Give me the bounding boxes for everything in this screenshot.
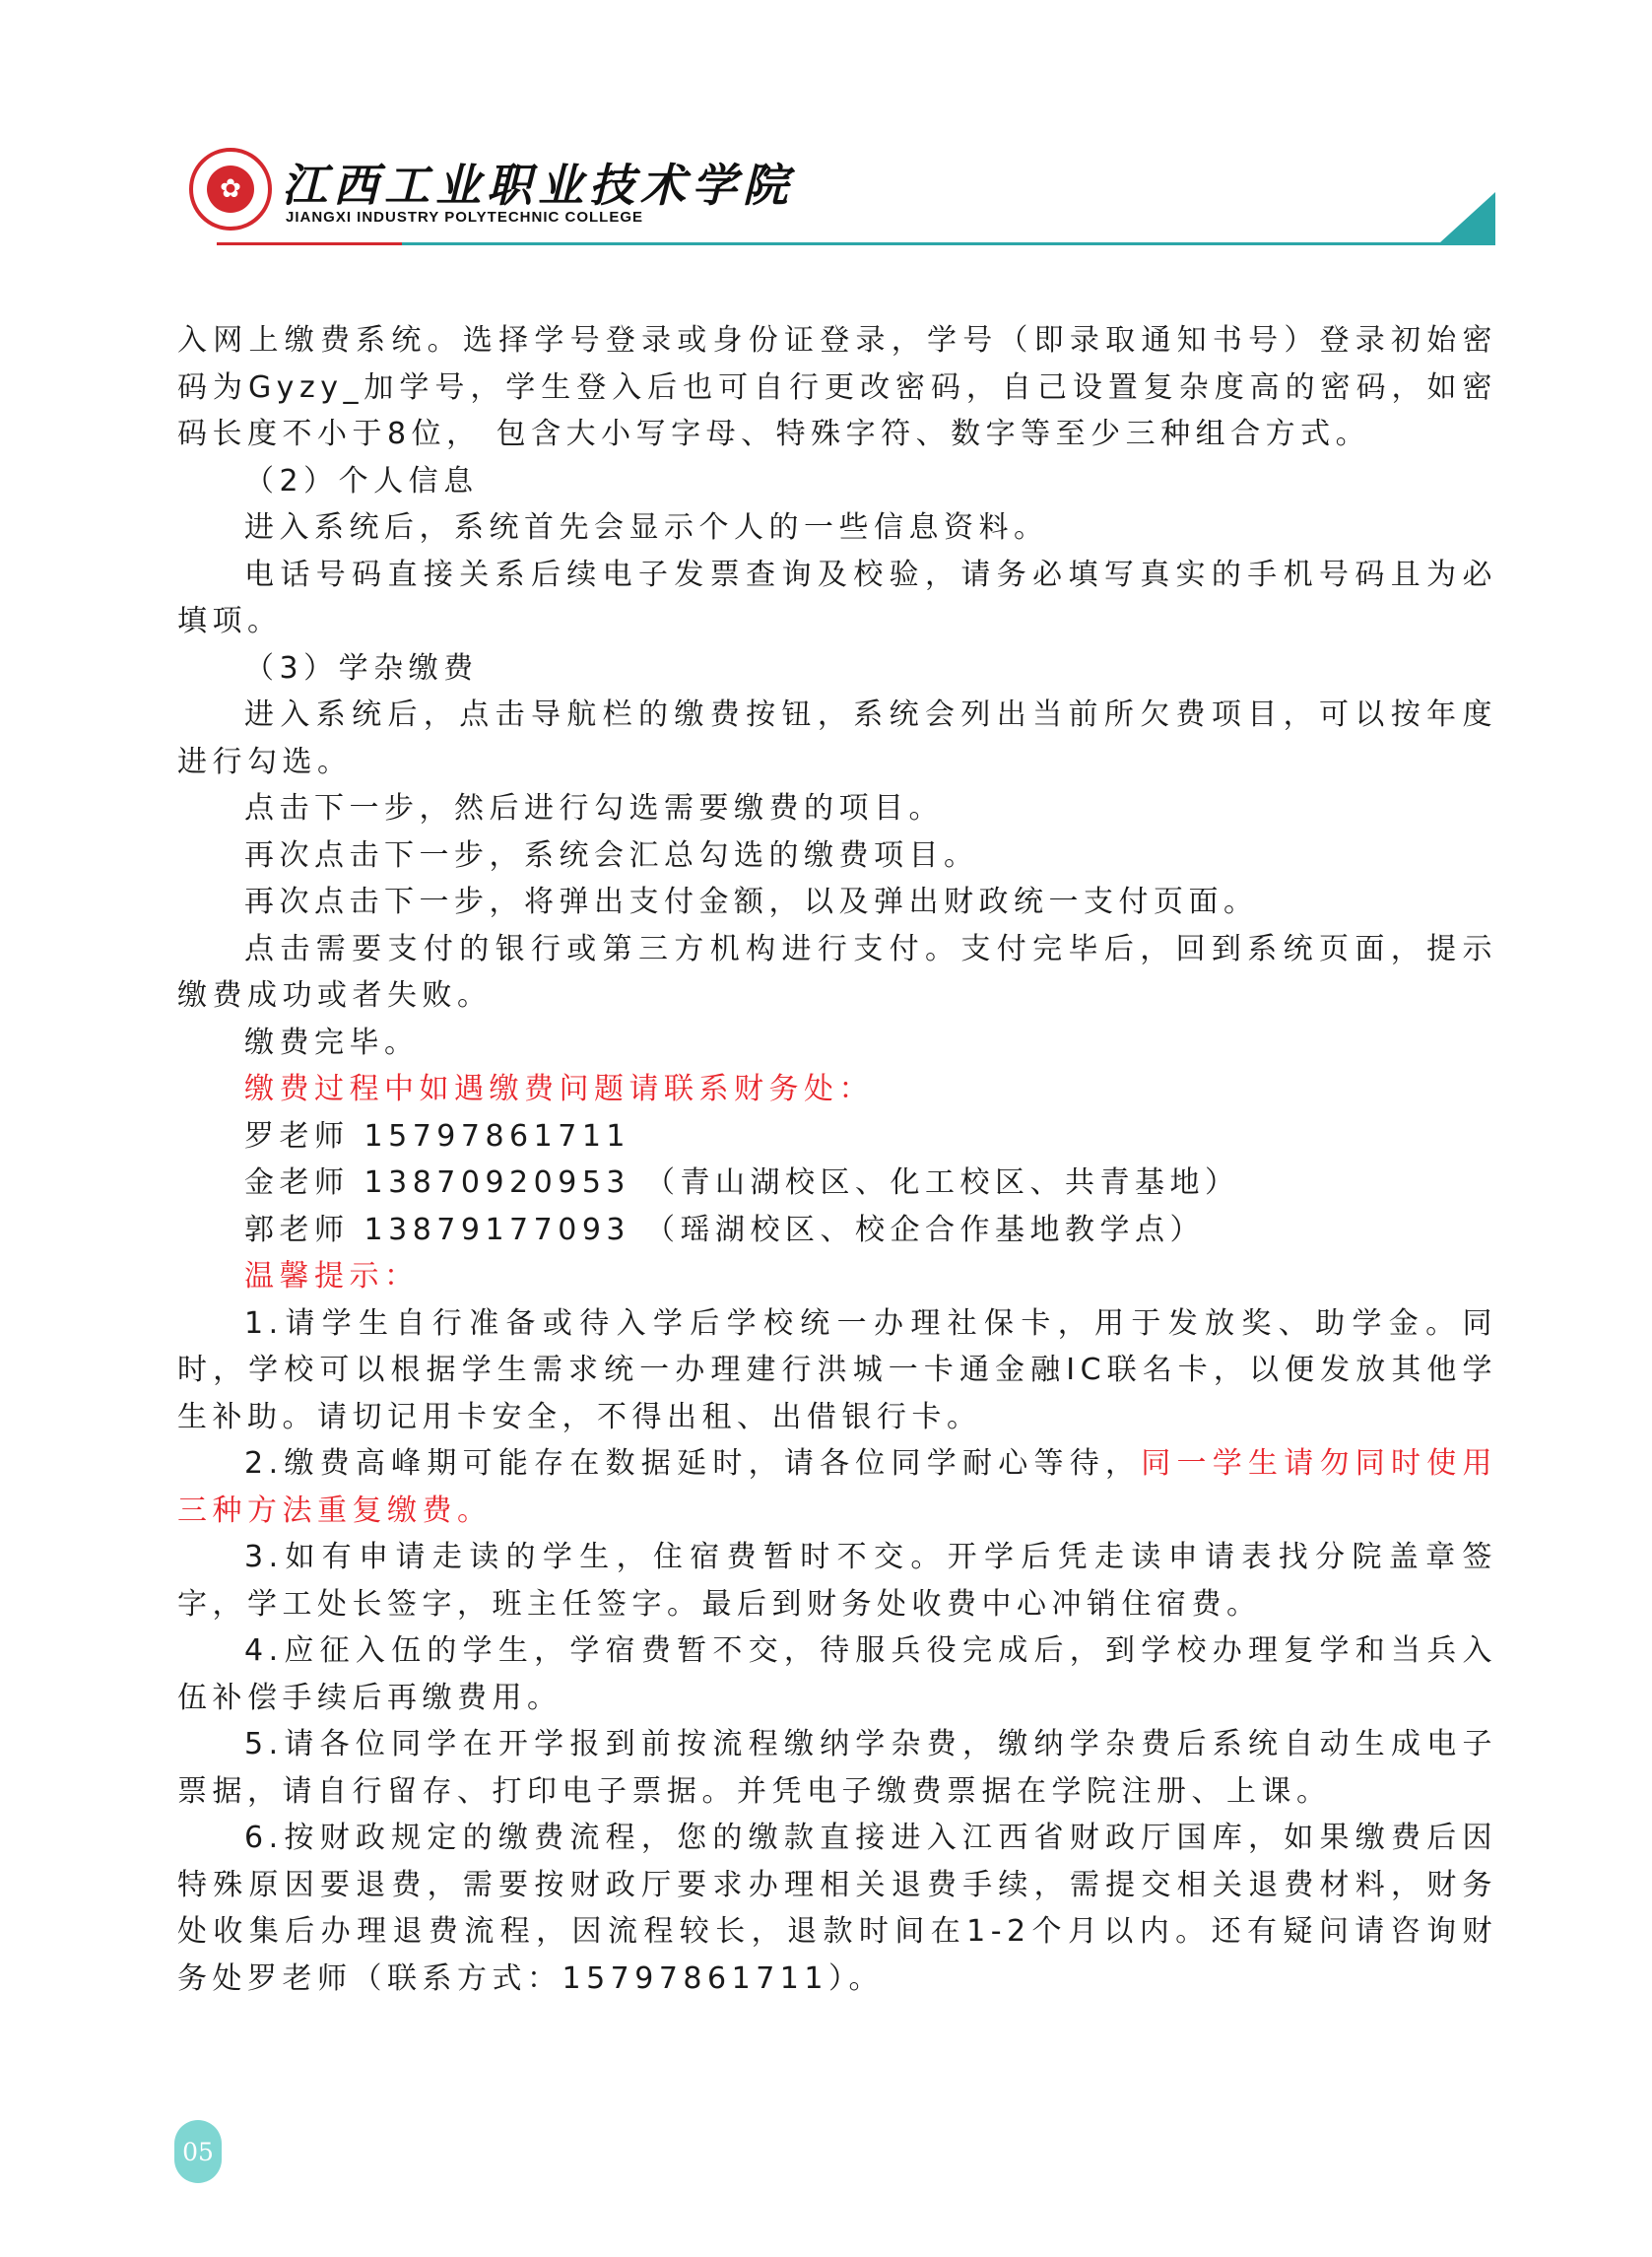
- college-seal-mark: ✿: [207, 166, 254, 213]
- tip-6: 6.按财政规定的缴费流程，您的缴款直接进入江西省财政厅国库，如果缴费后因特殊原因要退费，需要按财政厅要求办理相关退费手续，需提交相关退费材料，财务处收集后办理退费流程，因流程较长，退款时间在1-2个月以内。还有疑问请咨询财务处罗老师（联系方式：15797861711）。: [177, 1821, 1497, 1996]
- tip-5: 5.请各位同学在开学报到前按流程缴纳学杂费，缴纳学杂费后系统自动生成电子票据，请自行留存、打印电子票据。并凭电子缴费票据在学院注册、上课。: [177, 1727, 1497, 1809]
- college-name-en: JIANGXI INDUSTRY POLYTECHNIC COLLEGE: [286, 209, 643, 226]
- page-number: 05: [182, 2137, 214, 2166]
- header-corner-triangle: [1440, 192, 1495, 242]
- section-2-paragraph-1: 进入系统后，系统首先会显示个人的一些信息资料。: [244, 510, 1049, 545]
- login-paragraph: 入网上缴费系统。选择学号登录或身份证登录，学号（即录取通知书号）登录初始密码为Gyzy_加学号，学生登入后也可自行更改密码，自己设置复杂度高的密码，如密码长度不小于8位， 包含大小写字母、特殊字符、数字等至少三种组合方式。: [177, 323, 1497, 451]
- contact-heading: 缴费过程中如遇缴费问题请联系财务处：: [244, 1072, 874, 1106]
- section-2-title: （2）个人信息: [244, 463, 479, 498]
- page-number-badge: [174, 2120, 222, 2183]
- section-3-paragraph-6: 缴费完毕。: [244, 1025, 420, 1060]
- section-3-paragraph-5: 点击需要支付的银行或第三方机构进行支付。支付完毕后，回到系统页面，提示缴费成功或者失败。: [177, 931, 1497, 1013]
- header-rule-red: [217, 242, 402, 245]
- page-body: [177, 317, 1497, 2002]
- college-seal-icon: [189, 148, 272, 231]
- tips-heading: 温馨提示：: [244, 1259, 420, 1294]
- contact-line: 郭老师 13879177093 （瑶湖校区、校企合作基地教学点）: [244, 1212, 1206, 1247]
- tip-2-text: 2.缴费高峰期可能存在数据延时，请各位同学耐心等待，: [244, 1446, 1142, 1481]
- section-3-paragraph-4: 再次点击下一步，将弹出支付金额，以及弹出财政统一支付页面。: [244, 885, 1259, 919]
- section-2-paragraph-2: 电话号码直接关系后续电子发票查询及校验，请务必填写真实的手机号码且为必填项。: [177, 557, 1497, 638]
- page-header: [0, 0, 1652, 256]
- section-3-title: （3）学杂缴费: [244, 650, 479, 686]
- section-3-paragraph-2: 点击下一步，然后进行勾选需要缴费的项目。: [244, 791, 944, 826]
- tip-2: [177, 1440, 1497, 1534]
- section-3-paragraph-1: 进入系统后，点击导航栏的缴费按钮，系统会列出当前所欠费项目，可以按年度进行勾选。: [177, 697, 1497, 779]
- tip-2-warning: 同一学生请勿同时使用三种方法重复缴费。: [177, 1446, 1497, 1528]
- header-rule-teal: [402, 242, 1495, 245]
- tip-3: 3.如有申请走读的学生，住宿费暂时不交。开学后凭走读申请表找分院盖章签字，学工处长签字，班主任签字。最后到财务处收费中心冲销住宿费。: [177, 1540, 1497, 1622]
- section-3-paragraph-3: 再次点击下一步，系统会汇总勾选的缴费项目。: [244, 837, 979, 873]
- contact-line: 金老师 13870920953 （青山湖校区、化工校区、共青基地）: [244, 1165, 1240, 1200]
- tip-4: 4.应征入伍的学生，学宿费暂不交，待服兵役完成后，到学校办理复学和当兵入伍补偿手续后再缴费用。: [177, 1633, 1497, 1715]
- contact-line: 罗老师 15797861711: [244, 1118, 630, 1154]
- college-name-cn: 江西工业职业技术学院: [282, 159, 794, 212]
- tip-1: 1.请学生自行准备或待入学后学校统一办理社保卡，用于发放奖、助学金。同时，学校可以根据学生需求统一办理建行洪城一卡通金融IC联名卡，以便发放其他学生补助。请切记用卡安全，不得出租、出借银行卡。: [177, 1305, 1497, 1434]
